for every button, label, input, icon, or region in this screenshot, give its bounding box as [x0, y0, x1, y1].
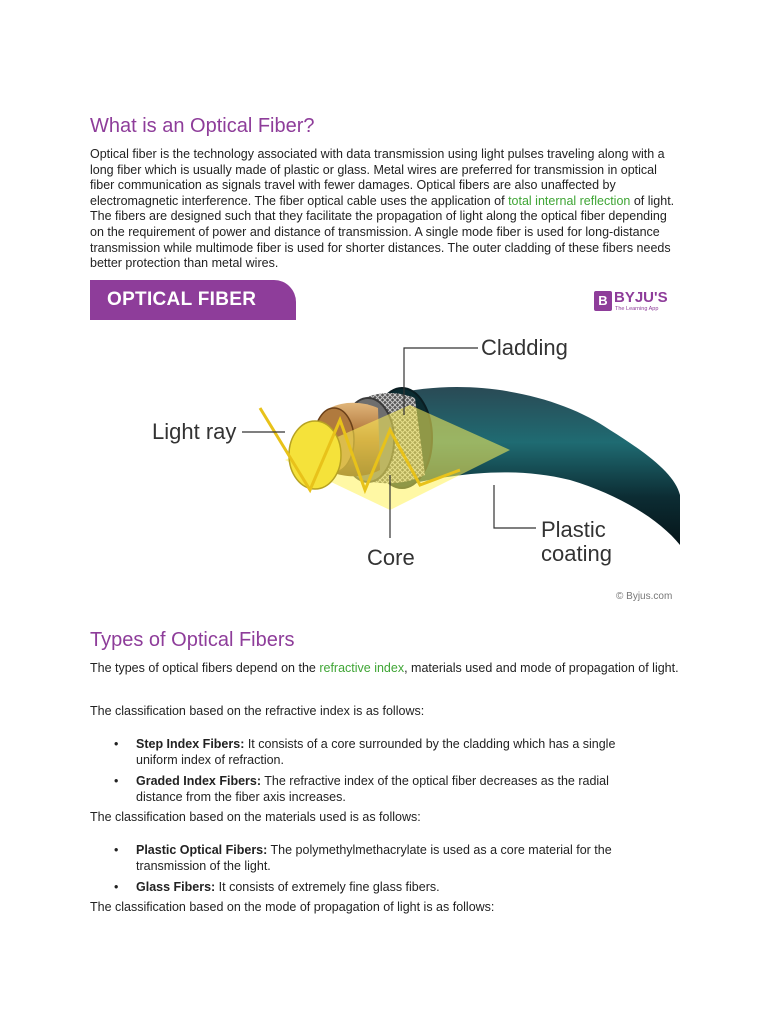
list-item-term: Step Index Fibers: [136, 737, 245, 751]
mode-intro: The classification based on the mode of propagation of light is as follows: [90, 900, 495, 914]
refractive-intro: The classification based on the refractive index is as follows: [90, 704, 425, 718]
refractive-list [90, 737, 680, 811]
materials-intro: The classification based on the materials used is as follows: [90, 810, 421, 824]
coating-leader [494, 485, 536, 528]
label-light-ray: Light ray [152, 419, 237, 444]
list-item-text: It consists of a core surrounded by the cladding which has a single uniform index of refraction. [136, 737, 616, 767]
list-item-term: Graded Index Fibers: [136, 774, 262, 789]
label-core: Core [367, 545, 415, 570]
label-cladding: Cladding [481, 335, 568, 360]
bullet-dot: • [114, 774, 119, 789]
label-plastic: Plastic [541, 517, 606, 542]
types-paragraph [90, 661, 680, 677]
list-item [90, 880, 656, 896]
list-item-text: The refractive index of the optical fiber decreases as the radial distance from the fiber axis increases. [136, 774, 609, 804]
intro-text-2: of light. The fibers are designed such that they facilitate the propagation of light along the optical fiber depending on the requirement of power and distance of transmission. A single mode fiber is used for long-distance transmission while multimode fiber is used for shorter distances. The outer cladding of these fibers needs better protection than metal wires. [90, 193, 675, 271]
intro-text-1: Optical fiber is the technology associated with data transmission using light pulses traveling along with a long fiber which is usually made of plastic or glass. Metal wires are preferred for transmission in optical fiber communication as signals travel with fewer damages. Optical fibers are also unaffected by electromagnetic interference. The fiber optical cable uses the application of [90, 147, 665, 208]
logo-name: BYJU'S [614, 289, 668, 306]
bullet-dot: • [114, 843, 119, 857]
link-refractive-index[interactable]: refractive index [319, 661, 405, 675]
list-item-term: Glass Fibers: [136, 880, 216, 895]
bullet-dot: • [114, 737, 119, 751]
materials-list [90, 843, 680, 902]
logo-tagline: The Learning App [615, 306, 659, 312]
list-item-term: Plastic Optical Fibers: [136, 843, 268, 857]
image-credit: © Byjus.com [616, 591, 673, 602]
heading-types-of-optical-fibers: Types of Optical Fibers [90, 629, 295, 651]
list-item [90, 774, 656, 805]
intro-paragraph [90, 147, 680, 272]
list-item-text: It consists of extremely fine glass fibers. [215, 880, 440, 895]
bullet-dot: • [114, 880, 119, 895]
list-item [90, 737, 656, 768]
types-text-2: , materials used and mode of propagation of light. [404, 661, 679, 675]
logo-mark: B [594, 291, 612, 311]
label-coating: coating [541, 541, 612, 566]
list-item [90, 843, 656, 874]
figure-banner: OPTICAL FIBER [90, 280, 296, 320]
link-total-internal-reflection[interactable]: total internal reflection [508, 193, 631, 208]
types-text-1: The types of optical fibers depend on the [90, 661, 320, 675]
heading-what-is-optical-fiber: What is an Optical Fiber? [90, 115, 315, 137]
list-item-text: The polymethylmethacrylate is used as a core material for the transmission of the light. [136, 843, 612, 873]
optical-fiber-figure [90, 280, 680, 605]
